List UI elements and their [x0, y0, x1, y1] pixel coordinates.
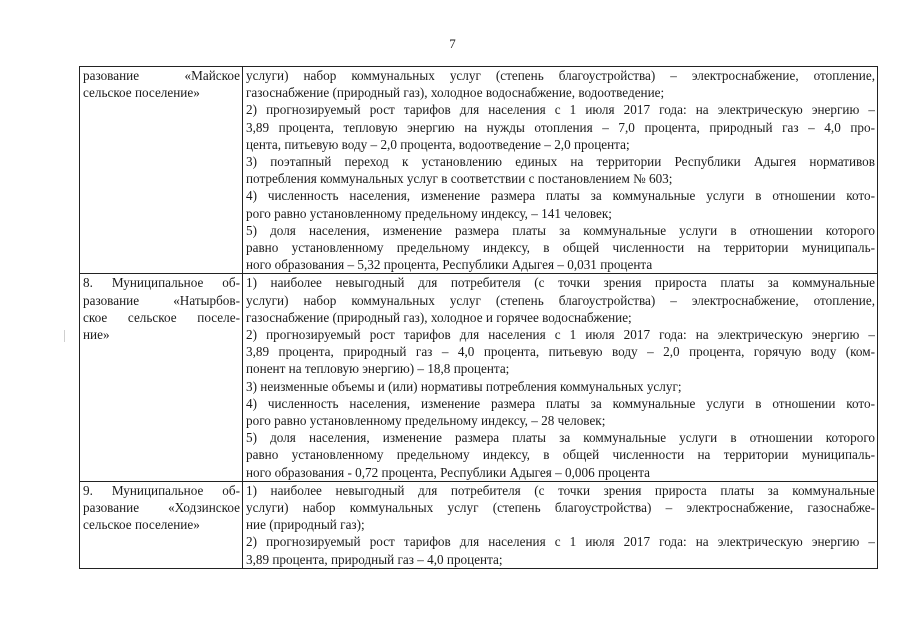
description-line: услуги) набор коммунальных услуг (степень благоустройства) – электроснабжение, отопление,	[246, 68, 875, 83]
description-line: газоснабжение (природный газ), холодное водоснабжение, водоотведение;	[246, 85, 665, 101]
municipality-name-line: сельское поселение»	[83, 517, 200, 533]
description-line: 2) прогнозируемый рост тарифов для населения с 1 июля 2017 года: на электрическую энергию –	[246, 102, 875, 118]
description-line: 3,89 процента, природный газ – 4,0 процента;	[246, 551, 503, 567]
table-row	[80, 274, 878, 481]
municipality-name-line: 8. Муниципальное об-	[83, 275, 240, 291]
municipality-name-line: ние»	[83, 327, 110, 343]
description-line: цента, питьевую воду – 2,0 процента, водоотведение – 2,0 процента;	[246, 136, 630, 152]
table-row	[80, 481, 878, 568]
description-line: ного образования - 0,72 процента, Республики Адыгея – 0,006 процента	[246, 464, 650, 480]
municipality-name-line: разование «Майское	[83, 68, 240, 83]
description-line: 3,89 процента, природный газ – 4,0 процента, питьевую воду – 2,0 процента, горячую воду (ком-	[246, 344, 875, 360]
tariff-description-cell	[243, 481, 878, 568]
description-line: 3) неизменные объемы и (или) нормативы потребления коммунальных услуг;	[246, 378, 682, 394]
description-line: 2) прогнозируемый рост тарифов для населения с 1 июля 2017 года: на электрическую энергию –	[246, 327, 875, 343]
description-line: 4) численность населения, изменение размера платы за коммунальные услуги в отношении кото-	[246, 188, 875, 204]
description-line: 4) численность населения, изменение размера платы за коммунальные услуги в отношении кото-	[246, 395, 875, 411]
municipality-name-line: ское сельское поселе-	[83, 309, 240, 325]
description-line: 3,89 процента, тепловую энергию на нужды отопления – 7,0 процента, природный газ – 4,0 про-	[246, 119, 875, 135]
tariff-description-cell	[243, 274, 878, 481]
description-line: потребления коммунальных услуг в соответствии с постановлением № 603;	[246, 171, 673, 187]
description-line: услуги) набор коммунальных услуг (степень благоустройства) – электроснабжение, газоснабже-	[246, 500, 875, 516]
description-line: ние (природный газ);	[246, 517, 365, 533]
tariff-table	[79, 66, 878, 569]
description-line: равно установленному предельному индексу, в общей численности на территории муниципаль-	[246, 240, 875, 256]
municipality-name-cell	[80, 67, 243, 274]
description-line: услуги) набор коммунальных услуг (степень благоустройства) – электроснабжение, отопление,	[246, 292, 875, 308]
description-line: рого равно установленному предельному индексу, – 141 человек;	[246, 205, 612, 221]
municipality-name-line: разование «Натырбов-	[83, 292, 240, 308]
description-line: 3) поэтапный переход к установлению единых на территории Республики Адыгея нормативов	[246, 154, 875, 170]
municipality-name-cell	[80, 481, 243, 568]
description-line: ного образования – 5,32 процента, Республики Адыгея – 0,031 процента	[246, 257, 653, 273]
municipality-name-line: сельское поселение»	[83, 85, 200, 101]
scan-mark	[64, 330, 65, 342]
description-line: 5) доля населения, изменение размера платы за коммунальные услуги в отношении которого	[246, 430, 875, 446]
description-line: равно установленному предельному индексу, в общей численности на территории муниципаль-	[246, 447, 875, 463]
description-line: 2) прогнозируемый рост тарифов для населения с 1 июля 2017 года: на электрическую энергию –	[246, 534, 875, 550]
description-line: 1) наиболее невыгодный для потребителя (с точки зрения прироста платы за коммунальные	[246, 275, 875, 291]
municipality-name-line: 9. Муниципальное об-	[83, 482, 240, 498]
table-row	[80, 67, 878, 274]
description-line: рого равно установленному предельному индексу, – 28 человек;	[246, 413, 606, 429]
description-line: 1) наиболее невыгодный для потребителя (с точки зрения прироста платы за коммунальные	[246, 482, 875, 498]
tariff-description-cell	[243, 67, 878, 274]
page-number: 7	[449, 36, 456, 51]
municipality-name-line: разование «Ходзинское	[83, 500, 240, 516]
description-line: 5) доля населения, изменение размера платы за коммунальные услуги в отношении которого	[246, 222, 875, 238]
municipality-name-cell	[80, 274, 243, 481]
description-line: газоснабжение (природный газ), холодное и горячее водоснабжение;	[246, 309, 632, 325]
description-line: понент на тепловую энергию) – 18,8 процента;	[246, 361, 510, 377]
